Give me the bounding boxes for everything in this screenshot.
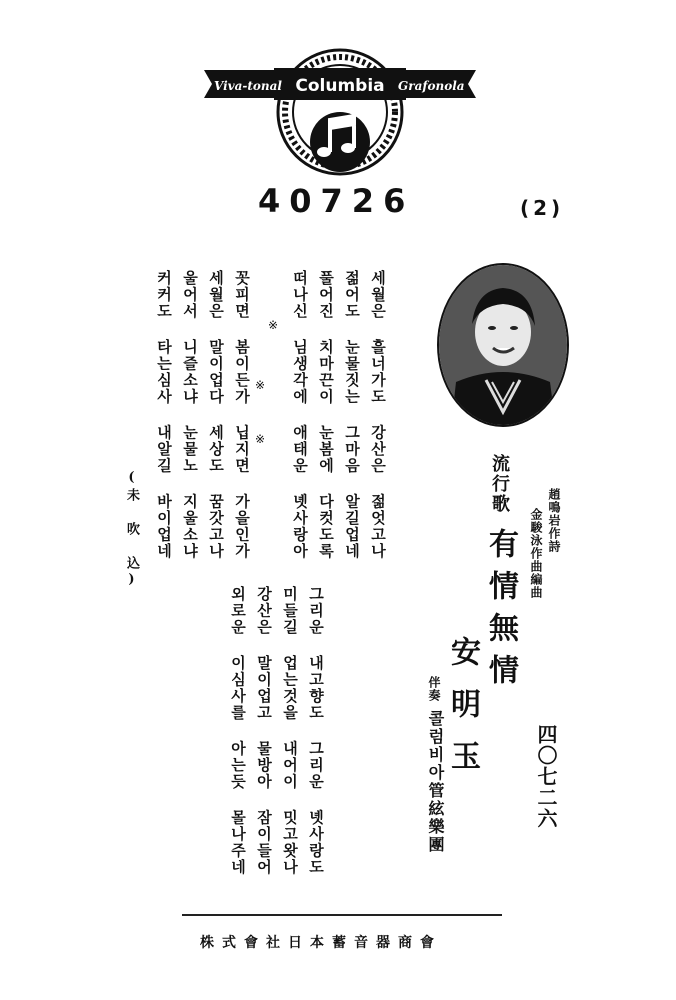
marker-3: ※ (255, 432, 266, 446)
verse1-line2: 젊어도 눈물짓는 그마음 알길업네 (343, 270, 361, 560)
verse2-line3: 울어서 니즐소냐 눈물노 지울소냐 (181, 270, 199, 560)
music-note-icon (310, 112, 370, 172)
catalog-number-kanji: 四〇七二六 (534, 724, 558, 829)
page-number: (2) (520, 196, 565, 220)
accompaniment-orchestra: 콜럼비아管絃樂團 (426, 710, 445, 854)
verse1-line4: 떠나신 님생각에 애태운 녯사랑아 (291, 270, 309, 560)
accompaniment-label: 伴奏 (427, 676, 441, 702)
logo-right-text: Grafonola (398, 79, 465, 93)
verse2-line1: 꼿피면 봄이든가 닙지면 가을인가 (233, 270, 251, 560)
marker-1: ※ (268, 318, 279, 332)
song-title: 有情無情 (483, 528, 518, 696)
footer-divider (182, 914, 502, 916)
verse2-line2: 세월은 말이업다 세상도 꿈갓고나 (207, 270, 225, 560)
logo-center-text: Columbia (295, 76, 385, 96)
verse2-line4: 커커도 타는심사 내알길 바이업네 (155, 270, 173, 560)
singer-name: 安明玉 (445, 636, 480, 792)
verse3-line1: 그리운 내고향도 그리운 녯사랑도 (307, 586, 325, 876)
columbia-logo (200, 40, 480, 180)
verse3-line2: 미들길 업는것을 내어이 밋고왓나 (281, 586, 299, 876)
lyricist-credit: 趙鳴岩作詩 (547, 488, 561, 553)
logo-left-text: Viva-tonal (214, 79, 282, 93)
record-number: 40726 (258, 182, 415, 220)
recording-note: (未 吹 込) (124, 470, 139, 590)
song-genre: 流行歌 (489, 454, 510, 514)
verse1-line1: 세월은 흘너가도 강산은 젊엇고나 (369, 270, 387, 560)
publisher-footer: 株式會社日本蓄音器商會 (200, 935, 442, 951)
verse1-line3: 풀어진 치마끈이 눈봄에 다컷도록 (317, 270, 335, 560)
marker-2: ※ (255, 378, 266, 392)
verse3-line3: 강산은 말이업고 물방아 잠이들어 (255, 586, 273, 876)
composer-credit: 金駿泳作曲編曲 (529, 508, 543, 599)
verse3-line4: 외로운 이심사를 아는듯 몰나주네 (229, 586, 247, 876)
singer-portrait (436, 262, 570, 428)
